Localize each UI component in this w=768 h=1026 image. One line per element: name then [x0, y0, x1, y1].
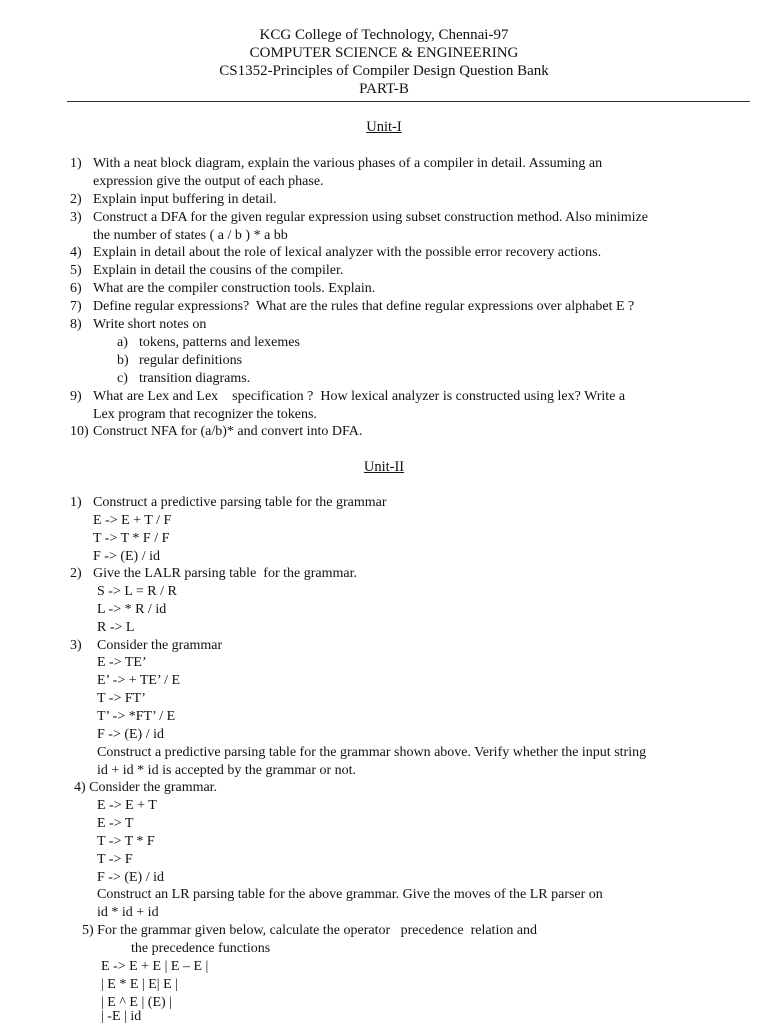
question-text: 4) Consider the grammar. [74, 780, 218, 795]
question-number: 4) [70, 245, 82, 260]
question-text: What are Lex and Lex specification ? How lexical analyzer is constructed using lex? Write a [93, 389, 626, 404]
subquestion-text: regular definitions [139, 353, 243, 368]
college-name: KCG College of Technology, Chennai-97 [259, 27, 509, 43]
question-text: the number of states ( a / b ) * a bb [93, 228, 288, 243]
question-text: Give the LALR parsing table for the grammar. [93, 566, 357, 581]
grammar-rule: F -> (E) / id [93, 549, 160, 564]
question-text: Explain input buffering in detail. [93, 192, 277, 207]
question-number: 9) [70, 389, 82, 404]
grammar-rule: | E ^ E | (E) | [101, 995, 172, 1010]
question-text: Lex program that recognizer the tokens. [93, 407, 317, 422]
grammar-rule: E -> T [97, 816, 134, 831]
grammar-rule: E -> E + T [97, 798, 157, 813]
question-text: Construct an LR parsing table for the above grammar. Give the moves of the LR parser on [97, 887, 603, 902]
question-number: 10) [70, 424, 89, 439]
grammar-rule: T -> T * F [97, 834, 155, 849]
question-text: expression give the output of each phase. [93, 174, 324, 189]
header-divider [67, 101, 750, 102]
grammar-rule: L -> * R / id [97, 602, 167, 617]
question-number: 3) [70, 210, 82, 225]
grammar-rule: T -> F [97, 852, 133, 867]
grammar-rule: S -> L = R / R [97, 584, 177, 599]
subquestion-letter: a) [117, 335, 128, 350]
grammar-rule: F -> (E) / id [97, 870, 164, 885]
grammar-rule: F -> (E) / id [97, 727, 164, 742]
question-text: Construct a predictive parsing table for the grammar shown above. Verify whether the input string [97, 745, 647, 760]
question-number: 6) [70, 281, 82, 296]
grammar-rule: E -> E + T / F [93, 513, 172, 528]
question-text: Write short notes on [93, 317, 207, 332]
grammar-rule: E -> E + E | E – E | [101, 959, 209, 974]
course-title: CS1352-Principles of Compiler Design Question Bank [219, 63, 549, 79]
question-text: Construct NFA for (a/b)* and convert into DFA. [93, 424, 363, 439]
grammar-rule: E -> TE’ [97, 655, 147, 670]
question-text: id * id + id [97, 905, 159, 920]
grammar-rule: T’ -> *FT’ / E [97, 709, 176, 724]
question-number: 7) [70, 299, 82, 314]
department-name: COMPUTER SCIENCE & ENGINEERING [249, 45, 519, 61]
question-number: 2) [70, 192, 82, 207]
unit-1-heading: Unit-I [366, 119, 402, 135]
question-text: With a neat block diagram, explain the various phases of a compiler in detail. Assuming an [93, 156, 603, 171]
document-header [0, 26, 768, 98]
question-text: Consider the grammar [97, 638, 223, 653]
grammar-rule: R -> L [97, 620, 135, 635]
question-number: 1) [70, 156, 82, 171]
grammar-rule: | E * E | E| E | [101, 977, 178, 992]
question-text: Explain in detail about the role of lexical analyzer with the possible error recovery actions. [93, 245, 602, 260]
subquestion-text: tokens, patterns and lexemes [139, 335, 300, 350]
grammar-rule: | -E | id [101, 1009, 142, 1024]
question-text: id + id * id is accepted by the grammar or not. [97, 763, 357, 778]
question-number: 1) [70, 495, 82, 510]
question-number: 2) [70, 566, 82, 581]
question-text: Explain in detail the cousins of the compiler. [93, 263, 344, 278]
question-text: 5) For the grammar given below, calculate the operator precedence relation and [82, 923, 538, 938]
question-text: Construct a predictive parsing table for the grammar [93, 495, 387, 510]
question-number: 8) [70, 317, 82, 332]
grammar-rule: T -> FT’ [97, 691, 146, 706]
part-label: PART-B [359, 81, 409, 97]
question-text: Define regular expressions? What are the rules that define regular expressions over alphabet E ? [93, 299, 635, 314]
subquestion-letter: c) [117, 371, 128, 386]
question-text: Construct a DFA for the given regular expression using subset construction method. Also minimize [93, 210, 648, 225]
subquestion-letter: b) [117, 353, 129, 368]
grammar-rule: E’ -> + TE’ / E [97, 673, 181, 688]
question-number: 3) [70, 638, 82, 653]
unit-2-heading: Unit-II [363, 459, 405, 475]
grammar-rule: T -> T * F / F [93, 531, 170, 546]
question-text: What are the compiler construction tools. Explain. [93, 281, 376, 296]
question-text: the precedence functions [131, 941, 271, 956]
question-number: 5) [70, 263, 82, 278]
subquestion-text: transition diagrams. [139, 371, 251, 386]
